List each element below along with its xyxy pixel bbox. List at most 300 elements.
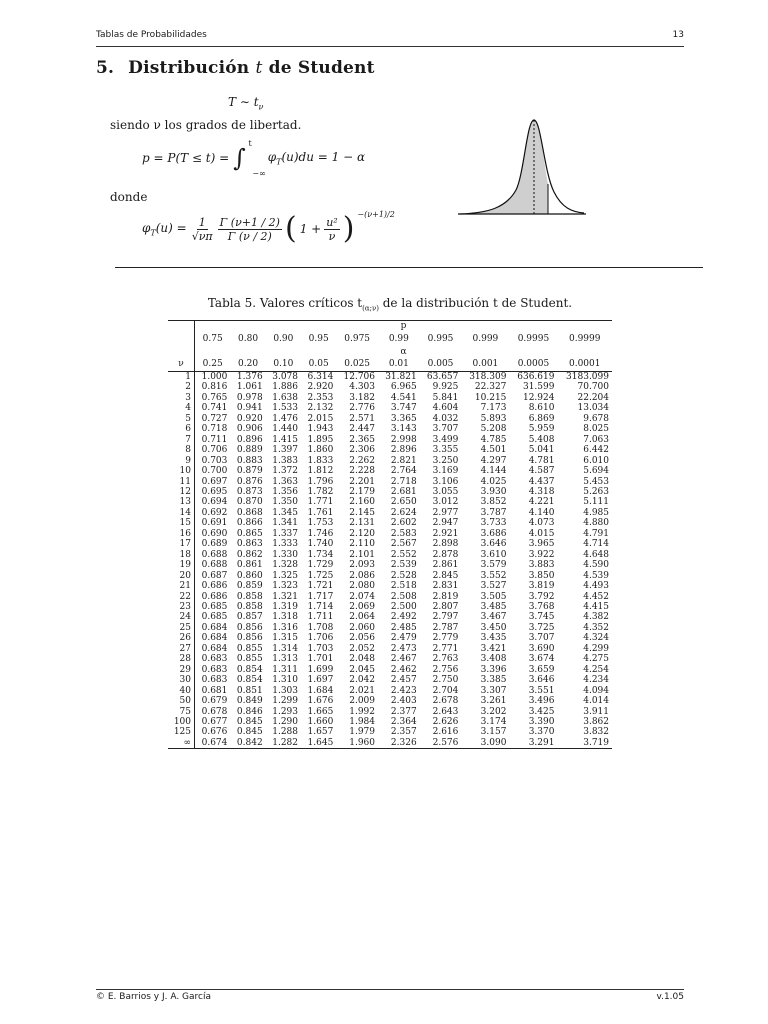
critical-value-cell: 8.025	[583, 424, 609, 435]
critical-value-cell: 13.034	[577, 403, 609, 414]
critical-value-cell: 0.816	[201, 382, 228, 393]
critical-value-cell: 0.700	[201, 466, 228, 477]
table-row	[168, 414, 612, 424]
critical-value-cell: 1.638	[272, 392, 298, 403]
critical-value-cell: 2.750	[432, 675, 459, 686]
critical-value-cell: 1.282	[266, 738, 301, 749]
critical-value-cell: 1.319	[272, 601, 298, 612]
alpha-value-header: 0.05	[301, 357, 336, 372]
table-row	[168, 665, 612, 675]
critical-value-cell: 0.854	[236, 675, 263, 686]
critical-value-cell: 2.353	[307, 392, 334, 403]
degrees-of-freedom-cell: 18	[168, 550, 195, 560]
critical-value-cell: 22.327	[474, 382, 507, 393]
critical-value-cell: 3.291	[509, 738, 557, 749]
critical-value-cell: 2.042	[349, 675, 375, 686]
critical-value-cell: 4.234	[583, 675, 609, 686]
alpha-value-header: 0.0005	[509, 357, 557, 372]
critical-value-cell: 4.221	[528, 497, 555, 508]
table-row	[168, 602, 612, 612]
critical-value-cell: 2.896	[390, 445, 417, 456]
critical-value-cell: 2.998	[390, 434, 417, 445]
critical-value-cell: 1.311	[272, 664, 298, 675]
critical-value-cell: 4.539	[583, 570, 609, 581]
critical-value-cell: 2.764	[390, 466, 417, 477]
critical-value-cell: 0.718	[201, 424, 228, 435]
critical-value-cell: 1.992	[349, 706, 375, 717]
critical-value-cell: 9.925	[432, 382, 459, 393]
critical-value-cell: 2.763	[432, 654, 459, 665]
critical-value-cell: 1.315	[272, 633, 298, 644]
critical-value-cell: 3.505	[480, 591, 507, 602]
p-value-header: 0.9999	[568, 334, 601, 344]
degrees-of-freedom-cell: ∞	[168, 738, 195, 749]
header-title: Tablas de Probabilidades	[96, 30, 207, 40]
critical-value-cell: 3.090	[461, 738, 509, 749]
critical-value-cell: 2.357	[390, 727, 417, 738]
critical-value-cell: 0.855	[236, 643, 263, 654]
critical-value-cell: 1.293	[272, 706, 298, 717]
critical-value-cell: 1.796	[307, 476, 334, 487]
critical-value-cell: 3.396	[480, 664, 507, 675]
critical-value-cell: 0.676	[201, 727, 228, 738]
alpha-value-header: 0.001	[461, 357, 509, 372]
critical-value-cell: 1.061	[236, 382, 263, 393]
critical-value-cell: 8.610	[528, 403, 555, 414]
critical-value-cell: 1.321	[272, 591, 298, 602]
critical-value-cell: 3.202	[480, 706, 507, 717]
degrees-of-freedom-cell: 12	[168, 487, 195, 497]
critical-value-cell: 2.678	[432, 696, 459, 707]
critical-value-cell: 1.000	[201, 372, 228, 382]
critical-value-cell: 2.797	[432, 612, 459, 623]
alpha-label: α	[400, 347, 407, 357]
critical-value-cell: 2.861	[432, 560, 459, 571]
critical-value-cell: 2.921	[432, 528, 459, 539]
degrees-of-freedom-cell: 21	[168, 581, 195, 591]
degrees-of-freedom-cell: 125	[168, 727, 195, 737]
critical-value-cell: 2.787	[432, 622, 459, 633]
critical-value-cell: 5.453	[583, 476, 609, 487]
critical-value-cell: 3.579	[480, 560, 507, 571]
table-row	[168, 477, 612, 487]
table-row	[168, 633, 612, 643]
critical-value-cell: 2.485	[390, 622, 417, 633]
table-row	[168, 403, 612, 413]
critical-value-cell: 0.876	[236, 476, 263, 487]
critical-value-cell: 1.706	[307, 633, 334, 644]
distribution-formula: T ∼ $t_\nu$	[228, 95, 264, 112]
critical-value-cell: 0.846	[236, 706, 263, 717]
critical-value-cell: 2.160	[349, 497, 375, 508]
critical-value-cell: 0.896	[236, 434, 263, 445]
table-row	[168, 623, 612, 633]
critical-value-cell: 2.093	[349, 560, 375, 571]
table-row	[168, 560, 612, 570]
critical-value-cell: 0.860	[236, 570, 263, 581]
critical-value-cell: 1.290	[272, 716, 298, 727]
degrees-of-freedom-cell: 25	[168, 623, 195, 633]
critical-value-cell: 4.541	[390, 392, 417, 403]
degrees-of-freedom-cell: 3	[168, 393, 195, 403]
fraction-gamma: $\frac{\Gamma (\nu+1 / 2)}{\Gamma (\nu / 2)}$	[219, 215, 280, 243]
critical-value-cell: 3.143	[390, 424, 417, 435]
critical-value-cell: 4.781	[528, 455, 555, 466]
fraction-u: $\frac{\text{u²}}{\nu}$	[326, 215, 338, 243]
critical-value-cell: 2.492	[390, 612, 417, 623]
critical-value-cell: 0.858	[236, 601, 263, 612]
degrees-of-freedom-cell: 9	[168, 456, 195, 466]
critical-value-cell: 2.228	[349, 466, 375, 477]
degrees-of-freedom-cell: 13	[168, 497, 195, 507]
critical-value-cell: 1.345	[272, 507, 298, 518]
critical-value-cell: 3.174	[480, 716, 507, 727]
critical-value-cell: 3.965	[528, 539, 555, 550]
critical-value-cell: 4.025	[480, 476, 507, 487]
degrees-of-freedom-cell: 23	[168, 602, 195, 612]
table-row	[168, 393, 612, 403]
critical-value-cell: 3.408	[480, 654, 507, 665]
critical-value-cell: 1.440	[272, 424, 298, 435]
critical-value-cell: 1.771	[307, 497, 334, 508]
critical-value-cell: 2.052	[349, 643, 375, 654]
critical-value-cell: 0.873	[236, 486, 263, 497]
critical-value-cell: 636.619	[517, 372, 555, 382]
critical-value-cell: 3.169	[432, 466, 459, 477]
critical-value-cell: 1.533	[272, 403, 298, 414]
critical-value-cell: 0.679	[201, 696, 228, 707]
alpha-value-header: 0.005	[420, 357, 462, 372]
critical-value-cell: 4.318	[528, 486, 555, 497]
critical-value-cell: 4.493	[583, 581, 609, 592]
critical-value-cell: 2.626	[432, 716, 459, 727]
section-separator	[115, 267, 703, 268]
degrees-of-freedom-cell: 5	[168, 414, 195, 424]
critical-value-cell: 1.721	[307, 581, 334, 592]
footer-rule	[96, 989, 684, 990]
section-title-var: t	[255, 58, 263, 78]
critical-value-cell: 1.314	[272, 643, 298, 654]
critical-value-cell: 1.318	[272, 612, 298, 623]
critical-value-cell: 22.204	[577, 392, 609, 403]
table-row	[168, 581, 612, 591]
critical-value-cell: 3.745	[528, 612, 555, 623]
table-row	[168, 497, 612, 507]
table-row	[168, 644, 612, 654]
alpha-value-header: 0.0001	[557, 357, 612, 372]
critical-value-cell: 4.604	[432, 403, 459, 414]
critical-value-cell: 2.074	[349, 591, 375, 602]
critical-value-cell: 1.711	[307, 612, 334, 623]
critical-value-cell: 2.048	[349, 654, 375, 665]
critical-value-cell: 2.650	[390, 497, 417, 508]
critical-value-cell: 2.616	[432, 727, 459, 738]
critical-value-cell: 3.690	[528, 643, 555, 654]
critical-value-cell: 3.733	[480, 518, 507, 529]
p-value-header: 0.75	[202, 334, 223, 344]
critical-value-cell: 2.576	[420, 738, 462, 749]
donde-text: donde	[110, 190, 148, 204]
critical-value-cell: 6.314	[307, 372, 334, 382]
student-t-table	[168, 320, 612, 749]
degrees-of-freedom-cell: 20	[168, 571, 195, 581]
critical-value-cell: 3.106	[432, 476, 459, 487]
critical-value-cell: 2.423	[390, 685, 417, 696]
critical-value-cell: 4.094	[583, 685, 609, 696]
critical-value-cell: 1.383	[272, 455, 298, 466]
critical-value-cell: 3.787	[480, 507, 507, 518]
critical-value-cell: 2.643	[432, 706, 459, 717]
critical-value-cell: 0.857	[236, 612, 263, 623]
p-value-header: 0.99	[388, 334, 409, 344]
critical-value-cell: 0.695	[201, 486, 228, 497]
table-row	[168, 727, 612, 737]
formula-inner-one: 1 +	[299, 222, 322, 236]
critical-value-cell: 0.677	[201, 716, 228, 727]
alpha-value-header: 0.20	[230, 357, 265, 372]
degrees-of-freedom-cell: 22	[168, 592, 195, 602]
critical-value-cell: 4.303	[349, 382, 375, 393]
formula-p-rhs: $\varphi_T(u)du = 1 - \alpha$	[267, 149, 366, 167]
critical-value-cell: 5.694	[583, 466, 609, 477]
critical-value-cell: 2.377	[390, 706, 417, 717]
page-footer	[96, 992, 684, 1002]
critical-value-cell: 3.355	[432, 445, 459, 456]
critical-value-cell: 2.110	[349, 539, 375, 550]
critical-value-cell: 0.711	[201, 434, 228, 445]
critical-value-cell: 1.476	[272, 413, 298, 424]
critical-value-cell: 2.518	[390, 581, 417, 592]
critical-value-cell: 12.706	[343, 372, 375, 382]
critical-value-cell: 4.073	[528, 518, 555, 529]
critical-value-cell: 0.862	[236, 549, 263, 560]
section-title-pre: Distribución	[128, 58, 256, 78]
degrees-of-freedom-cell: 2	[168, 382, 195, 392]
critical-value-cell: 3.365	[390, 413, 417, 424]
critical-value-cell: 0.684	[201, 643, 228, 654]
critical-value-cell: 4.144	[480, 466, 507, 477]
critical-value-cell: 0.683	[201, 654, 228, 665]
table-row	[168, 707, 612, 717]
critical-value-cell: 1.734	[307, 549, 334, 560]
p-value-header: 0.999	[472, 334, 499, 344]
critical-value-cell: 2.539	[390, 560, 417, 571]
degrees-of-freedom-cell: 29	[168, 665, 195, 675]
critical-value-cell: 1.676	[307, 696, 334, 707]
critical-value-cell: 3.646	[480, 539, 507, 550]
p-value-header: 0.975	[344, 334, 371, 344]
critical-value-cell: 2.056	[349, 633, 375, 644]
critical-value-cell: 2.947	[432, 518, 459, 529]
critical-value-cell: 1.299	[272, 696, 298, 707]
critical-value-cell: 5.263	[583, 486, 609, 497]
t-density-curve-icon	[458, 112, 586, 218]
critical-value-cell: 1.943	[307, 424, 334, 435]
critical-value-cell: 3.930	[480, 486, 507, 497]
critical-value-cell: 4.452	[583, 591, 609, 602]
alpha-value-header: 0.01	[378, 357, 420, 372]
critical-value-cell: 1.316	[272, 622, 298, 633]
critical-value-cell: 2.528	[390, 570, 417, 581]
table-row	[168, 592, 612, 602]
critical-value-cell: 1.310	[272, 675, 298, 686]
critical-value-cell: 3.792	[528, 591, 555, 602]
critical-value-cell: 3.883	[528, 560, 555, 571]
critical-value-cell: 1.372	[272, 466, 298, 477]
table-row	[168, 654, 612, 664]
critical-value-cell: 0.706	[201, 445, 228, 456]
critical-value-cell: 6.965	[390, 382, 417, 393]
critical-value-cell: 3.370	[528, 727, 555, 738]
table-row	[168, 539, 612, 549]
critical-value-cell: 2.756	[432, 664, 459, 675]
critical-value-cell: 3.646	[528, 675, 555, 686]
critical-value-cell: 4.415	[583, 601, 609, 612]
critical-value-cell: 31.821	[385, 372, 417, 382]
degrees-of-freedom-cell: 15	[168, 518, 195, 528]
critical-value-cell: 2.500	[390, 601, 417, 612]
critical-value-cell: 3.852	[480, 497, 507, 508]
critical-value-cell: 2.080	[349, 581, 375, 592]
table-row	[168, 675, 612, 685]
critical-value-cell: 1.699	[307, 664, 334, 675]
critical-value-cell: 2.508	[390, 591, 417, 602]
critical-value-cell: 3.435	[480, 633, 507, 644]
critical-value-cell: 0.688	[201, 549, 228, 560]
critical-value-cell: 3.307	[480, 685, 507, 696]
p-value-header: 0.95	[308, 334, 329, 344]
degrees-of-freedom-cell: 24	[168, 612, 195, 622]
critical-value-cell: 1.960	[336, 738, 378, 749]
table-row	[168, 686, 612, 696]
critical-value-cell: 0.690	[201, 528, 228, 539]
critical-value-cell: 0.694	[201, 497, 228, 508]
critical-value-cell: 3.485	[480, 601, 507, 612]
critical-value-cell: 6.869	[528, 413, 555, 424]
critical-value-cell: 3.552	[480, 570, 507, 581]
critical-value-cell: 4.324	[583, 633, 609, 644]
critical-value-cell: 1.886	[272, 382, 298, 393]
table-row	[168, 738, 612, 749]
critical-value-cell: 2.845	[432, 570, 459, 581]
critical-value-cell: 0.697	[201, 476, 228, 487]
fraction-1: $\frac{1}{√\nu\pi}$	[191, 215, 213, 243]
critical-value-cell: 1.740	[307, 539, 334, 550]
table-row	[168, 466, 612, 476]
critical-value-cell: 0.859	[236, 581, 263, 592]
critical-value-cell: 1.313	[272, 654, 298, 665]
critical-value-cell: 2.467	[390, 654, 417, 665]
critical-value-cell: 2.120	[349, 528, 375, 539]
table-row	[168, 435, 612, 445]
table-row	[168, 372, 612, 383]
critical-value-cell: 63.657	[426, 372, 459, 382]
critical-value-cell: 3.725	[528, 622, 555, 633]
critical-value-cell: 4.880	[583, 518, 609, 529]
critical-value-cell: 4.501	[480, 445, 507, 456]
critical-value-cell: 0.868	[236, 507, 263, 518]
critical-value-cell: 2.567	[390, 539, 417, 550]
critical-value-cell: 3.551	[528, 685, 555, 696]
critical-value-cell: 2.602	[390, 518, 417, 529]
critical-value-cell: 5.041	[528, 445, 555, 456]
critical-value-cell: 4.299	[583, 643, 609, 654]
critical-value-cell: 3.719	[557, 738, 612, 749]
critical-value-cell: 0.861	[236, 560, 263, 571]
table-row	[168, 445, 612, 455]
critical-value-cell: 2.045	[349, 664, 375, 675]
critical-value-cell: 2.704	[432, 685, 459, 696]
critical-value-cell: 10.215	[474, 392, 507, 403]
critical-value-cell: 0.883	[236, 455, 263, 466]
critical-value-cell: 1.341	[272, 518, 298, 529]
critical-value-cell: 3.467	[480, 612, 507, 623]
table-row	[168, 518, 612, 528]
critical-value-cell: 4.254	[583, 664, 609, 675]
critical-value-cell: 70.700	[577, 382, 609, 393]
degrees-of-freedom-cell: 14	[168, 508, 195, 518]
critical-value-cell: 0.879	[236, 466, 263, 477]
critical-value-cell: 0.678	[201, 706, 228, 717]
degrees-of-freedom-cell: 28	[168, 654, 195, 664]
critical-value-cell: 3.157	[480, 727, 507, 738]
p-value-header: 0.90	[273, 334, 294, 344]
critical-value-cell: 4.382	[583, 612, 609, 623]
critical-value-cell: 1.697	[307, 675, 334, 686]
critical-value-cell: 1.729	[307, 560, 334, 571]
critical-value-cell: 31.599	[522, 382, 555, 393]
header-row-p-label	[168, 321, 612, 332]
critical-value-cell: 5.959	[528, 424, 555, 435]
critical-value-cell: 3.862	[583, 716, 609, 727]
critical-value-cell: 2.462	[390, 664, 417, 675]
critical-value-cell: 2.365	[349, 434, 375, 445]
critical-value-cell: 0.858	[236, 591, 263, 602]
critical-value-cell: 0.684	[201, 622, 228, 633]
critical-value-cell: 0.686	[201, 581, 228, 592]
critical-value-cell: 3.819	[528, 581, 555, 592]
critical-value-cell: 0.741	[201, 403, 228, 414]
critical-value-cell: 3.707	[432, 424, 459, 435]
critical-value-cell: 0.687	[201, 570, 228, 581]
probability-formula	[142, 139, 366, 178]
critical-value-cell: 4.587	[528, 466, 555, 477]
table-row	[168, 424, 612, 434]
table-row	[168, 571, 612, 581]
critical-value-cell: 1.761	[307, 507, 334, 518]
critical-value-cell: 2.807	[432, 601, 459, 612]
critical-value-cell: 0.855	[236, 654, 263, 665]
table-row	[168, 508, 612, 518]
critical-value-cell: 0.689	[201, 539, 228, 550]
critical-value-cell: 2.064	[349, 612, 375, 623]
critical-value-cell: 1.895	[307, 434, 334, 445]
critical-value-cell: 3.055	[432, 486, 459, 497]
critical-value-cell: 0.685	[201, 601, 228, 612]
critical-value-cell: 3.850	[528, 570, 555, 581]
critical-value-cell: 2.457	[390, 675, 417, 686]
critical-value-cell: 0.845	[236, 716, 263, 727]
critical-value-cell: 0.920	[236, 413, 263, 424]
degrees-of-freedom-text: siendo ν los grados de libertad.	[110, 118, 302, 132]
critical-value-cell: 4.140	[528, 507, 555, 518]
p-value-header: 0.80	[238, 334, 259, 344]
critical-value-cell: 5.208	[480, 424, 507, 435]
critical-value-cell: 5.111	[583, 497, 609, 508]
alpha-value-header: 0.25	[195, 357, 231, 372]
degrees-of-freedom-cell: 100	[168, 717, 195, 727]
critical-value-cell: 2.681	[390, 486, 417, 497]
